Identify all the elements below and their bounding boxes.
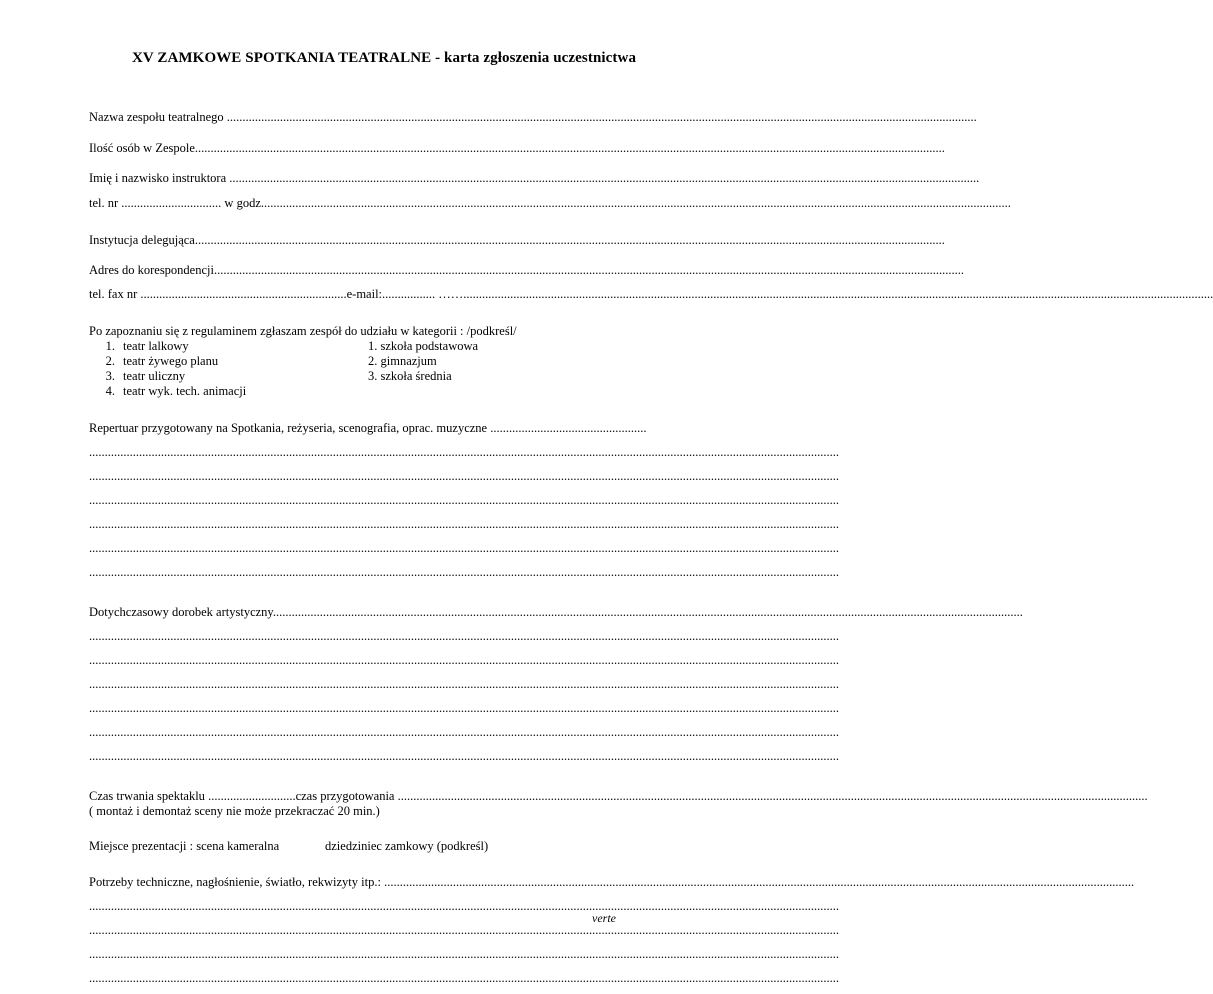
dotted-fill: ................................................................................................................................................................................................................................................ — [89, 971, 839, 985]
institution-line[interactable] — [89, 232, 945, 248]
instructor-label: Imię i nazwisko instruktora — [89, 171, 230, 185]
dotted-fill: ................................................................................................................................................................................................................................................ — [89, 445, 839, 459]
dotted-fill: ................................................................................................................................................................................................................................................ — [89, 677, 839, 691]
category-type-label: teatr wyk. tech. animacji — [123, 384, 247, 398]
fax-label: tel. fax nr — [89, 287, 141, 301]
dotted-fill: ................................................................................................................................................................................................................................................ — [89, 947, 839, 961]
category-type-4[interactable] — [89, 384, 246, 399]
category-type-1[interactable] — [89, 339, 189, 354]
instructor-line[interactable] — [89, 170, 980, 186]
team-size-label: Ilość osób w Zespole — [89, 141, 195, 155]
category-type-label: teatr żywego planu — [123, 354, 219, 368]
hours-label: w godz — [221, 196, 261, 210]
venue-option-label: dziedziniec zamkowy (podkreśl) — [325, 839, 489, 853]
dotted-fill: ................................................................................................................................................................................................................................................ — [89, 517, 839, 531]
team-name-line[interactable] — [89, 109, 977, 125]
team-name-label: Nazwa zespołu teatralnego — [89, 110, 227, 124]
school-level-label: 3. szkoła średnia — [368, 369, 452, 383]
dotted-fill: ................................................................................................................................................................................................................................................ — [194, 141, 945, 155]
dotted-fill: ................................................................................................................................................................................................................................................ — [397, 789, 1148, 803]
repertoire-blank-line[interactable] — [89, 492, 839, 508]
dotted-fill: ................................................................................................................................................................................................................................................ — [194, 233, 945, 247]
technical-line[interactable] — [89, 874, 1135, 890]
dotted-fill: ................................................................................................................................................................................................................................................ — [226, 110, 977, 124]
phone-label: tel. nr — [89, 196, 122, 210]
repertoire-label: Repertuar przygotowany na Spotkania, reżyseria, scenografia, oprac. muzyczne — [89, 421, 491, 435]
category-type-2[interactable] — [89, 354, 218, 369]
achievements-label: Dotychczasowy dorobek artystyczny — [89, 605, 273, 619]
address-label: Adres do korespondencji — [89, 263, 214, 277]
form-title: XV ZAMKOWE SPOTKANIA TEATRALNE - karta zgłoszenia uczestnictwa — [131, 50, 637, 66]
school-level-3[interactable] — [368, 369, 452, 384]
achievements-blank-line[interactable] — [89, 724, 839, 740]
dotted-fill: ................................................................................................................................................................................................................................................ — [213, 263, 964, 277]
technical-blank-line[interactable] — [89, 970, 839, 986]
phone-dots: ................................ — [121, 196, 222, 210]
venue-option-courtyard[interactable] — [325, 838, 488, 854]
duration-note-text: ( montaż i demontaż sceny nie może przekraczać 20 min.) — [89, 804, 380, 818]
email-label: e-mail: — [346, 287, 383, 301]
repertoire-blank-line[interactable] — [89, 564, 839, 580]
duration-note — [89, 803, 676, 819]
dotted-fill: ................................................................................................................................................................................................................................................ — [272, 605, 1023, 619]
category-type-num: 4. — [105, 384, 115, 398]
duration-dots: ............................ — [208, 789, 296, 803]
category-type-num: 1. — [105, 339, 115, 353]
category-type-label: teatr uliczny — [123, 369, 186, 383]
technical-blank-line[interactable] — [89, 946, 839, 962]
dotted-fill: ................................................................................................................................................................................................................................................ — [89, 493, 839, 507]
repertoire-blank-line[interactable] — [89, 540, 839, 556]
fax-dots: .................................................................. — [140, 287, 347, 301]
achievements-blank-line[interactable] — [89, 700, 839, 716]
dotted-fill: ................................................................................................................................................................................................................................................ — [89, 629, 839, 643]
dotted-fill: ................................................................................................................................................................................................................................................ — [89, 923, 839, 937]
venue-label[interactable]: Miejsce prezentacji : scena kameralna — [89, 839, 280, 853]
dotted-fill: ................................................................................................................................................................................................................................................ — [463, 287, 1213, 301]
dotted-fill: ................................................................................................................................................................................................................................................ — [89, 701, 839, 715]
repertoire-blank-line[interactable] — [89, 468, 839, 484]
prep-time-label: czas przygotowania — [295, 789, 398, 803]
category-intro — [89, 323, 676, 339]
technical-blank-line[interactable] — [89, 922, 839, 938]
verte-note: verte — [592, 911, 616, 925]
dotted-fill: ................................................................................................................................................................................................................................................ — [89, 749, 839, 763]
achievements-blank-line[interactable] — [89, 628, 839, 644]
achievements-blank-line[interactable] — [89, 748, 839, 764]
repertoire-line[interactable] — [89, 420, 676, 436]
repertoire-blank-line[interactable] — [89, 444, 839, 460]
category-type-3[interactable] — [89, 369, 185, 384]
dotted-fill: ................................................................................................................................................................................................................................................ — [89, 899, 839, 913]
repertoire-dots: .................................................. — [490, 421, 647, 435]
dotted-fill: ................................................................................................................................................................................................................................................ — [89, 565, 839, 579]
achievements-blank-line[interactable] — [89, 676, 839, 692]
category-type-num: 2. — [105, 354, 115, 368]
dotted-fill: ................................................................................................................................................................................................................................................ — [260, 196, 1011, 210]
email-dots: ................. …… — [382, 287, 464, 301]
school-level-1[interactable] — [368, 339, 478, 354]
dotted-fill: ................................................................................................................................................................................................................................................ — [89, 725, 839, 739]
school-level-label: 1. szkoła podstawowa — [368, 339, 479, 353]
dotted-fill: ................................................................................................................................................................................................................................................ — [384, 875, 1135, 889]
dotted-fill: ................................................................................................................................................................................................................................................ — [89, 469, 839, 483]
institution-label: Instytucja delegująca — [89, 233, 195, 247]
technical-label: Potrzeby techniczne, nagłośnienie, światło, rekwizyty itp.: — [89, 875, 385, 889]
category-type-num: 3. — [105, 369, 115, 383]
dotted-fill: ................................................................................................................................................................................................................................................ — [89, 653, 839, 667]
address-line[interactable] — [89, 262, 964, 278]
dotted-fill: ................................................................................................................................................................................................................................................ — [89, 541, 839, 555]
category-type-label: teatr lalkowy — [123, 339, 189, 353]
achievements-blank-line[interactable] — [89, 652, 839, 668]
category-intro-text: Po zapoznaniu się z regulaminem zgłaszam zespół do udziału w kategorii : /podkreśl/ — [89, 324, 517, 338]
fax-email-line[interactable] — [89, 286, 1213, 302]
phone-line[interactable] — [89, 195, 1011, 211]
school-level-2[interactable] — [368, 354, 437, 369]
achievements-line[interactable] — [89, 604, 1023, 620]
dotted-fill: ................................................................................................................................................................................................................................................ — [229, 171, 980, 185]
repertoire-blank-line[interactable] — [89, 516, 839, 532]
duration-line[interactable] — [89, 788, 1148, 804]
technical-blank-line[interactable] — [89, 898, 839, 914]
team-size-line[interactable] — [89, 140, 945, 156]
school-level-label: 2. gimnazjum — [368, 354, 437, 368]
duration-label: Czas trwania spektaklu — [89, 789, 209, 803]
